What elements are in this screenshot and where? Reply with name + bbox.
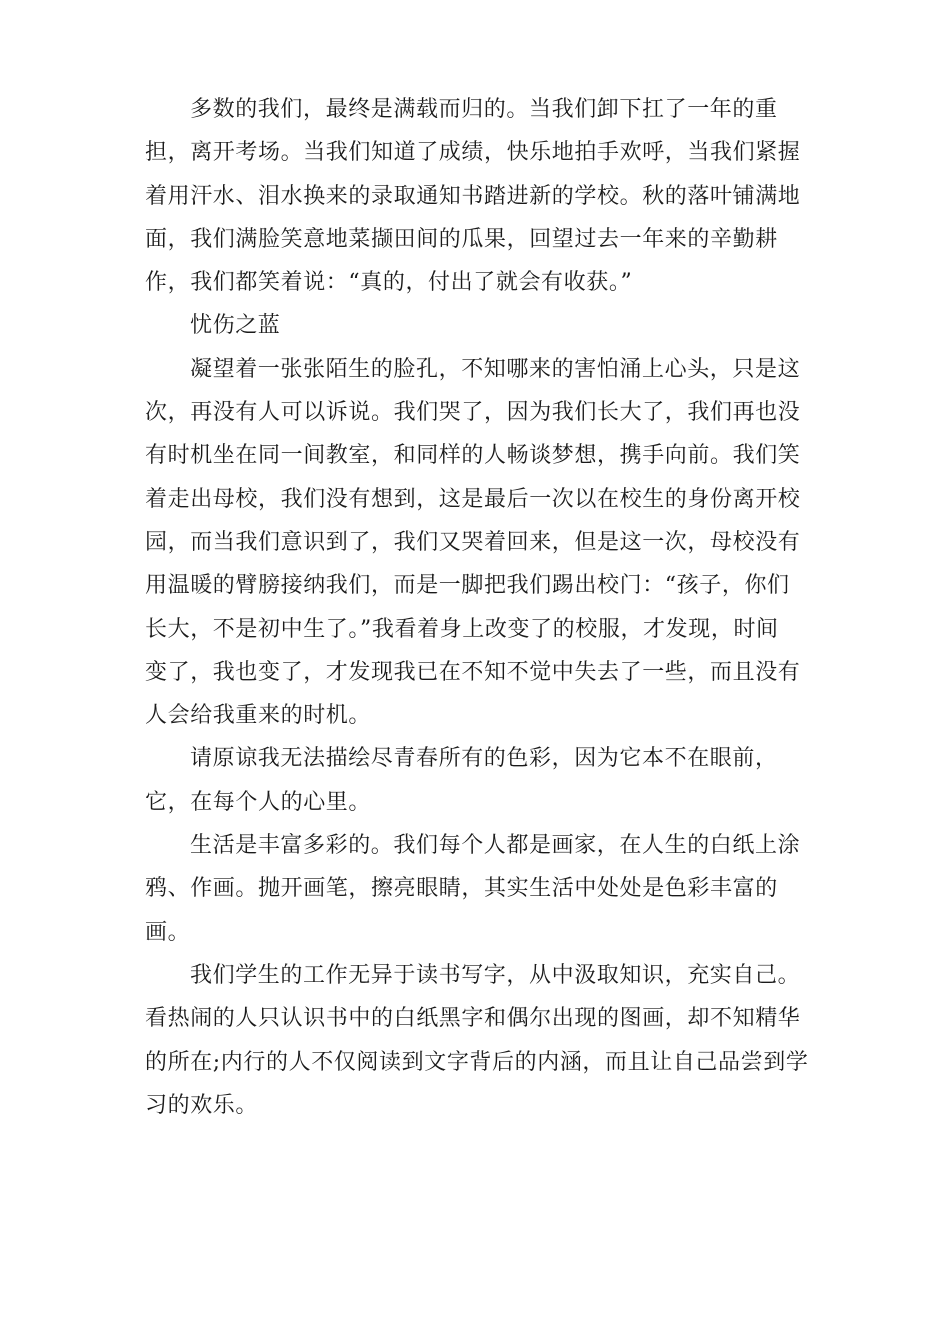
text-line: 习的欢乐。	[145, 1092, 259, 1118]
paragraph-sorrow	[145, 348, 805, 738]
text-line: 凝望着一张张陌生的脸孔，不知哪来的害怕涌上心头，只是这	[190, 356, 801, 382]
paragraph-study	[145, 954, 809, 1127]
text-line: 画。	[145, 919, 191, 945]
text-line: 有时机坐在同一间教室，和同样的人畅谈梦想，携手向前。我们笑	[145, 443, 801, 469]
text-line: 面，我们满脸笑意地菜撷田间的瓜果，回望过去一年来的辛勤耕	[145, 226, 778, 252]
text-line: 用温暖的臂膀接纳我们，而是一脚把我们踢出校门：“孩子，你们	[145, 573, 790, 599]
text-line: 人会给我重来的时机。	[145, 703, 372, 729]
heading-text: 忧伤之蓝	[190, 313, 281, 339]
section-heading	[145, 304, 805, 347]
text-line: 着用汗水、泪水换来的录取通知书踏进新的学校。秋的落叶铺满地	[145, 183, 801, 209]
paragraph-life	[145, 824, 805, 954]
paragraph-harvest	[145, 88, 805, 304]
text-line: 请原谅我无法描绘尽青春所有的色彩，因为它本不在眼前，	[190, 746, 778, 772]
text-line: 次，再没有人可以诉说。我们哭了，因为我们长大了，我们再也没	[145, 400, 801, 426]
text-line: 着走出母校，我们没有想到，这是最后一次以在校生的身份离开校	[145, 486, 801, 512]
text-line: 变了，我也变了，才发现我已在不知不觉中失去了一些，而且没有	[145, 659, 801, 685]
text-line: 长大，不是初中生了。”我看着身上改变了的校服，才发现，时间	[145, 616, 779, 642]
text-line: 作，我们都笑着说：“真的，付出了就会有收获。”	[145, 270, 633, 296]
text-line: 多数的我们，最终是满载而归的。当我们卸下扛了一年的重	[190, 97, 778, 122]
text-line: 鸦、作画。抛开画笔，擦亮眼睛，其实生活中处处是色彩丰富的	[145, 876, 778, 902]
text-line: 的所在;内行的人不仅阅读到文字背后的内涵，而且让自己品尝到学	[145, 1049, 809, 1075]
paragraph-forgive	[145, 737, 805, 824]
text-line: 担，离开考场。当我们知道了成绩，快乐地拍手欢呼，当我们紧握	[145, 140, 801, 166]
text-line: 它，在每个人的心里。	[145, 789, 372, 815]
text-line: 生活是丰富多彩的。我们每个人都是画家，在人生的白纸上涂	[190, 833, 801, 859]
text-line: 我们学生的工作无异于读书写字，从中汲取知识，充实自己。	[190, 962, 801, 988]
text-line: 看热闹的人只认识书中的白纸黑字和偶尔出现的图画，却不知精华	[145, 1006, 801, 1032]
document-body	[145, 88, 809, 1127]
text-line: 园，而当我们意识到了，我们又哭着回来，但是这一次，母校没有	[145, 529, 801, 555]
